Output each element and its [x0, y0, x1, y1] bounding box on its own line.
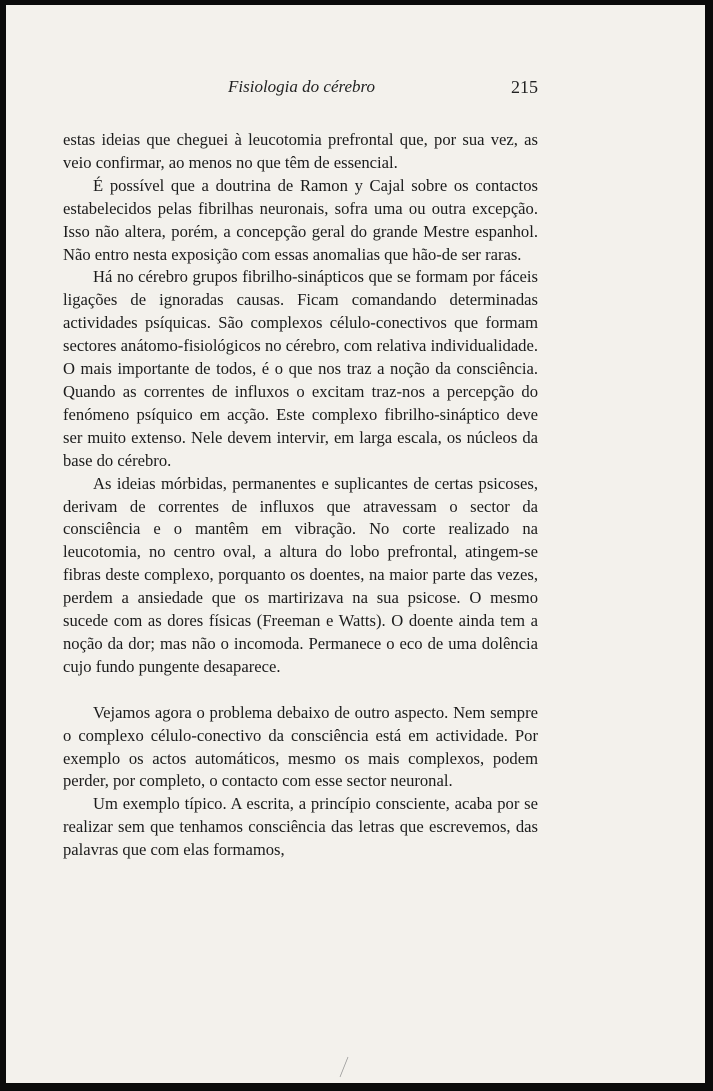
- paragraph: Há no cérebro grupos fibrilho-sinápticos que se formam por fáceis ligações de ignoradas causas. Ficam comandando determinadas actividades psíquicas. São complexos célulo-conectivos que formam sectores anátomo-fisiológicos no cérebro, com relativa individualidade. O mais importante de todos, é o que nos traz a noção da consciência. Quando as correntes de influxos o excitam traz-nos a percepção do fenómeno psíquico em acção. Este complexo fibrilho-sináptico deve ser muito extenso. Nele devem intervir, em larga escala, os núcleos da base do cérebro.: [63, 267, 538, 470]
- book-page: [6, 5, 705, 1083]
- paragraph: É possível que a doutrina de Ramon y Cajal sobre os contactos estabelecidos pelas fibrilhas neuronais, sofra uma ou outra excepção. Isso não altera, porém, a concepção geral do grande Mestre espanhol. Não entro nesta exposição com essas anomalias que hão-de ser raras.: [63, 175, 538, 264]
- running-header: [6, 77, 705, 101]
- page-number: 215: [511, 77, 538, 97]
- body-text: [63, 129, 538, 862]
- paragraph: As ideias mórbidas, permanentes e suplicantes de certas psicoses, derivam de correntes de influxos que atravessam o sector da consciência e o mantêm em vibração. No corte realizado na leucotomia, no centro oval, a altura do lobo prefrontal, atingem-se fibras deste complexo, porquanto os doentes, na maior parte das vezes, perdem a ansiedade que os martirizava na sua psicose. O mesmo sucede com as dores físicas (Freeman e Watts). O doente ainda tem a noção da dor; mas não o incomoda. Permanece o eco de uma dolência cujo fundo pungente desaparece.: [63, 473, 538, 676]
- paragraph: Um exemplo típico. A escrita, a princípio consciente, acaba por se realizar sem que tenhamos consciência das letras que escrevemos, das palavras que com elas formamos,: [63, 794, 538, 860]
- pencil-mark-icon: [337, 1055, 351, 1079]
- paragraph: Vejamos agora o problema debaixo de outro aspecto. Nem sempre o complexo célulo-conectivo da consciência está em actividade. Por exemplo os actos automáticos, mesmo os mais complexos, podem perder, por completo, o contacto com esse sector neuronal.: [63, 702, 538, 791]
- running-title: Fisiologia do cérebro: [228, 77, 375, 96]
- paragraph: estas ideias que cheguei à leucotomia prefrontal que, por sua vez, as veio confirmar, ao menos no que têm de essencial.: [63, 130, 538, 172]
